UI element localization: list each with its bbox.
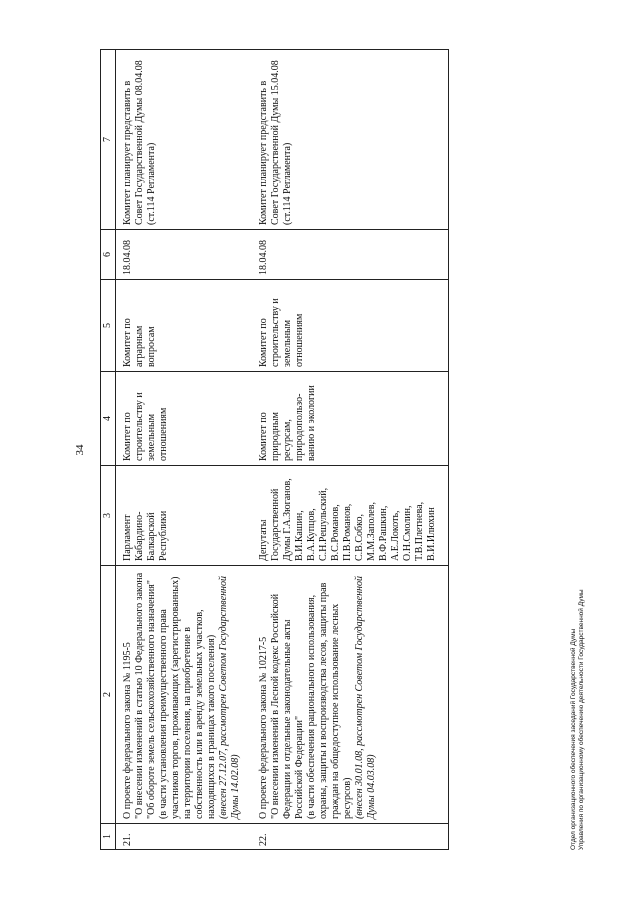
co-committee-cell: Комитет по строительству и земельным отношениям bbox=[252, 280, 449, 372]
plan-cell: Комитет планирует представить в Совет Государственной Думы 08.04.08 (ст.114 Регламента) bbox=[116, 50, 253, 230]
bill-quote: "О внесении изменений в статью 10 Федерального закона "Об обороте земель сельскохозяйственного назначения" bbox=[134, 572, 157, 819]
document-page bbox=[50, 40, 610, 860]
bill-note: (внесен 27.12.07, рассмотрен Советом Государственной Думы 14.02.08) bbox=[218, 575, 241, 819]
bill-scope: (в части обеспечения рационального использования, охраны, защиты и воспроизводства лесов, защиты прав граждан на общедоступное использование лесных ресурсов) bbox=[306, 582, 353, 819]
bill-note: (внесен 30.01.08, рассмотрен Советом Государственной Думы 04.03.08) bbox=[354, 575, 377, 819]
bill-scope: (в части установления преимущественного права участников торгов, проживающих (зарегистрированных) на территории поселения, на приобретение в собственность или в аренду земельных участков, находящихся в границах такого поселения) bbox=[158, 576, 217, 819]
table-row bbox=[252, 50, 449, 850]
column-header: 3 bbox=[101, 466, 116, 566]
table-row bbox=[116, 50, 253, 850]
initiator-cell: Парламент Кабардино-Балкарской Республики bbox=[116, 466, 253, 566]
column-header: 6 bbox=[101, 230, 116, 280]
column-header: 7 bbox=[101, 50, 116, 230]
co-committee-cell: Комитет по аграрным вопросам bbox=[116, 280, 253, 372]
column-header: 4 bbox=[101, 372, 116, 466]
agenda-table bbox=[100, 49, 449, 850]
bill-cell bbox=[252, 566, 449, 824]
plan-cell: Комитет планирует представить в Совет Государственной Думы 15.04.08 (ст.114 Регламента) bbox=[252, 50, 449, 230]
page-number: 34 bbox=[74, 444, 86, 456]
bill-title: О проекте федерального закона № 10217-5 bbox=[258, 636, 269, 819]
column-header: 5 bbox=[101, 280, 116, 372]
column-header: 1 bbox=[101, 824, 116, 850]
bill-quote: "О внесении изменений в Лесной кодекс Российской Федерации и отдельные законодательные акты Российской Федерации" bbox=[270, 593, 305, 819]
column-number-row bbox=[101, 50, 116, 850]
responsible-committee-cell: Комитет по строительству и земельным отношениям bbox=[116, 372, 253, 466]
footer-line: Отдел организационного обеспечения заседаний Государственной Думы bbox=[570, 628, 577, 850]
responsible-committee-cell: Комитет по природным ресурсам, природопользо-ванию и экологии bbox=[252, 372, 449, 466]
column-header: 2 bbox=[101, 566, 116, 824]
date-cell: 18.04.08 bbox=[116, 230, 253, 280]
bill-cell bbox=[116, 566, 253, 824]
row-number: 22. bbox=[252, 824, 449, 850]
initiator-cell: Депутаты Государственной Думы Г.А.Зюганов, В.И.Кашин, В.А.Купцов, С.Н.Решульский, В.С.Романов, П.В.Романов, С.В.Собко, М.М.Заполев, В.Ф.Рашкин, А.Е.Локоть, О.Н.Смолин, Т.В.Плетнева, В.И.Илюхин bbox=[252, 466, 449, 566]
date-cell: 18.04.08 bbox=[252, 230, 449, 280]
footer bbox=[570, 589, 586, 850]
footer-line: Управления по организационному обеспечению деятельности Государственной Думы bbox=[578, 589, 585, 850]
row-number: 21. bbox=[116, 824, 253, 850]
bill-title: О проекте федерального закона № 1195-5 bbox=[122, 642, 133, 819]
